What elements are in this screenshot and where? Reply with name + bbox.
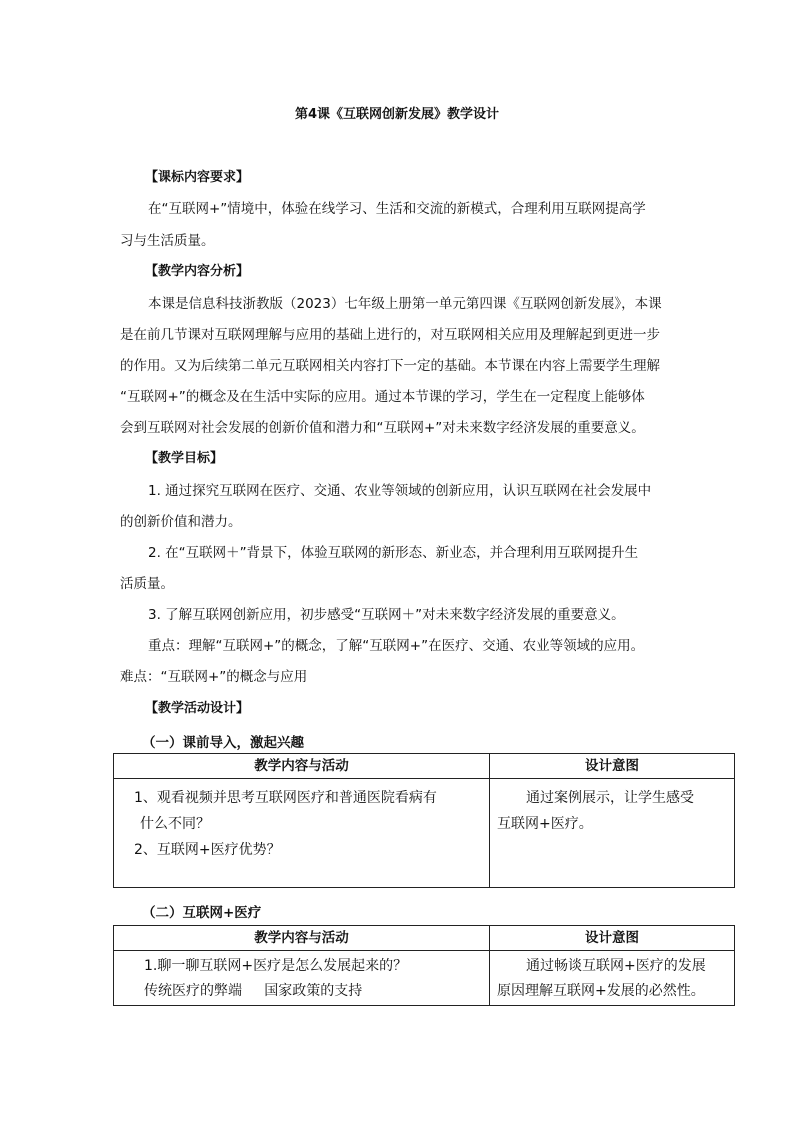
- analysis-line-5: 会到互联网对社会发展的创新价值和潜力和“互联网+”对未来数字经济发展的重要意义。: [120, 420, 645, 436]
- difficult-point: 难点：“互联网+”的概念与应用: [120, 669, 308, 685]
- part-1-intent-line-1: 通过案例展示，让学生感受: [526, 790, 694, 806]
- objective-1-line-1: 1. 通过探究互联网在医疗、交通、农业等领域的创新应用，认识互联网在社会发展中: [148, 483, 652, 499]
- part-2-intent-cell: [490, 951, 735, 1006]
- part-1-intent-cell: [490, 779, 735, 888]
- standards-line-1: 在“互联网+”情境中，体验在线学习、生活和交流的新模式，合理利用互联网提高学: [148, 201, 646, 217]
- key-point: 重点：理解“互联网+”的概念，了解“互联网+”在医疗、交通、农业等领域的应用。: [148, 638, 645, 654]
- part-1-col-intent: 设计意图: [490, 754, 735, 779]
- part-1-intent-line-2: 互联网+医疗。: [497, 816, 593, 832]
- part-2-intent-line-1: 通过畅谈互联网+医疗的发展: [526, 958, 706, 974]
- objectives-heading: 【教学目标】: [145, 451, 224, 466]
- activities-heading: 【教学活动设计】: [145, 701, 250, 716]
- part-2-table: [113, 925, 735, 1006]
- objective-3: 3. 了解互联网创新应用，初步感受“互联网＋”对未来数字经济发展的重要意义。: [148, 607, 625, 623]
- objective-2-line-2: 活质量。: [120, 576, 174, 592]
- part-1-activity-line-1: 1、观看视频并思考互联网医疗和普通医院看病有: [134, 790, 437, 806]
- objective-2-line-1: 2. 在“互联网＋”背景下，体验互联网的新形态、新业态，并合理利用互联网提升生: [148, 545, 639, 561]
- analysis-line-3: 的作用。又为后续第二单元互联网相关内容打下一定的基础。本节课在内容上需要学生理解: [120, 358, 660, 374]
- analysis-heading: 【教学内容分析】: [145, 264, 250, 279]
- part-2-col-activity: 教学内容与活动: [114, 926, 490, 951]
- analysis-line-4: “互联网+”的概念及在生活中实际的应用。通过本节课的学习，学生在一定程度上能够体: [120, 389, 645, 405]
- part-1-activity-line-3: 2、互联网+医疗优势？: [134, 842, 281, 858]
- part-2-col-intent: 设计意图: [490, 926, 735, 951]
- analysis-line-1: 本课是信息科技浙教版（2023）七年级上册第一单元第四课《互联网创新发展》，本课: [148, 296, 662, 312]
- part-2-activity-line-1: 1.聊一聊互联网+医疗是怎么发展起来的？: [144, 958, 408, 974]
- part-2-activity-line-2: 传统医疗的弊端 国家政策的支持: [144, 983, 363, 999]
- part-2-title: （二）互联网+医疗: [142, 905, 262, 921]
- standards-line-2: 习与生活质量。: [120, 233, 215, 249]
- part-1-activity-cell: [114, 779, 490, 888]
- part-2-activity-cell: [114, 951, 490, 1006]
- part-2-intent-line-2: 原因理解互联网+发展的必然性。: [497, 983, 705, 999]
- part-1-activity-line-2: 什么不同？: [140, 816, 210, 832]
- document-title: 第4课《互联网创新发展》教学设计: [294, 107, 500, 122]
- analysis-line-2: 是在前几节课对互联网理解与应用的基础上进行的，对互联网相关应用及理解起到更进一步: [120, 327, 660, 343]
- objective-1-line-2: 的创新价值和潜力。: [120, 514, 242, 530]
- standards-heading: 【课标内容要求】: [145, 170, 250, 185]
- part-1-title: （一）课前导入，激起兴趣: [142, 735, 304, 751]
- part-1-col-activity: 教学内容与活动: [114, 754, 490, 779]
- part-1-table: [113, 753, 735, 888]
